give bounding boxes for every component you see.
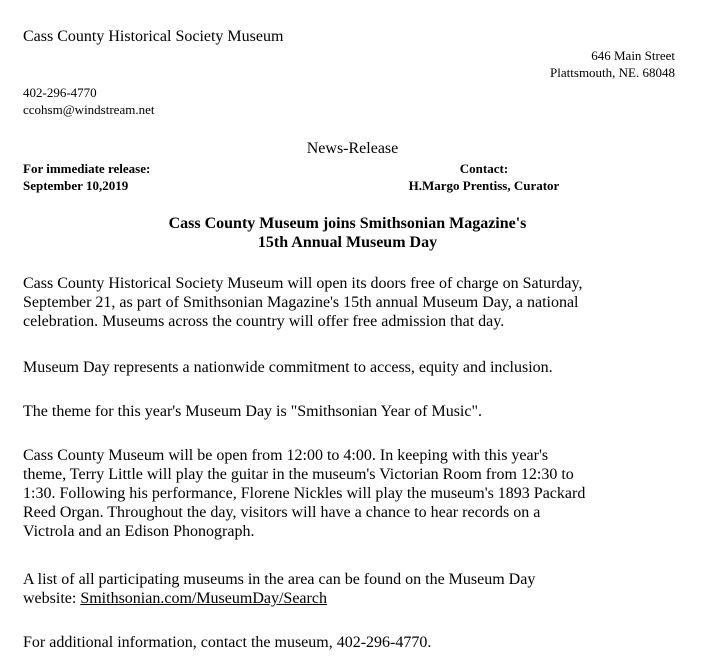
- contact-name: H.Margo Prentiss, Curator: [408, 178, 560, 193]
- mailing-address: [550, 47, 675, 81]
- organization-name: Cass County Historical Society Museum: [23, 28, 284, 45]
- paragraph-participants-line: A list of all participating museums in the area can be found on the Museum Day: [23, 571, 536, 588]
- paragraph-additional-info: For additional information, contact the museum, 402-296-4770.: [23, 634, 432, 651]
- address-street: 646 Main Street: [591, 48, 675, 63]
- paragraph-participants: [23, 570, 675, 608]
- paragraph-schedule-line: Victrola and an Edison Phonograph.: [23, 523, 255, 540]
- paragraph-intro-line: September 21, as part of Smithsonian Magazine's 15th annual Museum Day, a national: [23, 294, 579, 311]
- paragraph-intro: [23, 274, 675, 331]
- paragraph-schedule-line: theme, Terry Little will play the guitar in the museum's Victorian Room from 12:30 to: [23, 466, 574, 483]
- contact-info: [23, 84, 154, 118]
- paragraph-schedule-line: Cass County Museum will be open from 12:00 to 4:00. In keeping with this year's: [23, 447, 549, 464]
- news-release-label: News-Release: [306, 140, 399, 157]
- address-city: Plattsmouth, NE. 68048: [550, 65, 675, 80]
- paragraph-schedule-line: Reed Organ. Throughout the day, visitors will have a chance to hear records on a: [23, 504, 541, 521]
- paragraph-schedule-line: 1:30. Following his performance, Florene Nickles will play the museum's 1893 Packard: [23, 485, 586, 502]
- headline-line-2: 15th Annual Museum Day: [257, 234, 438, 251]
- museum-day-link[interactable]: Smithsonian.com/MuseumDay/Search: [80, 590, 327, 607]
- contact-label: Contact:: [459, 161, 509, 176]
- paragraph-intro-line: Cass County Historical Society Museum will open its doors free of charge on Saturday,: [23, 275, 583, 292]
- website-prefix: website:: [23, 590, 81, 607]
- paragraph-participants-line: [23, 589, 675, 608]
- contact-block: [390, 160, 578, 194]
- release-date: September 10,2019: [23, 178, 129, 193]
- paragraph-intro-line: celebration. Museums across the country will offer free admission that day.: [23, 313, 505, 330]
- email-address: ccohsm@windstream.net: [23, 102, 155, 117]
- phone-number: 402-296-4770: [23, 85, 97, 100]
- paragraph-schedule: [23, 446, 675, 541]
- immediate-release-label: For immediate release:: [23, 161, 151, 176]
- headline: [0, 214, 695, 252]
- headline-line-1: Cass County Museum joins Smithsonian Magazine's: [168, 215, 527, 232]
- paragraph-theme: The theme for this year's Museum Day is "Smithsonian Year of Music".: [23, 403, 482, 420]
- release-info: [23, 160, 150, 194]
- paragraph-commitment: Museum Day represents a nationwide commitment to access, equity and inclusion.: [23, 359, 553, 376]
